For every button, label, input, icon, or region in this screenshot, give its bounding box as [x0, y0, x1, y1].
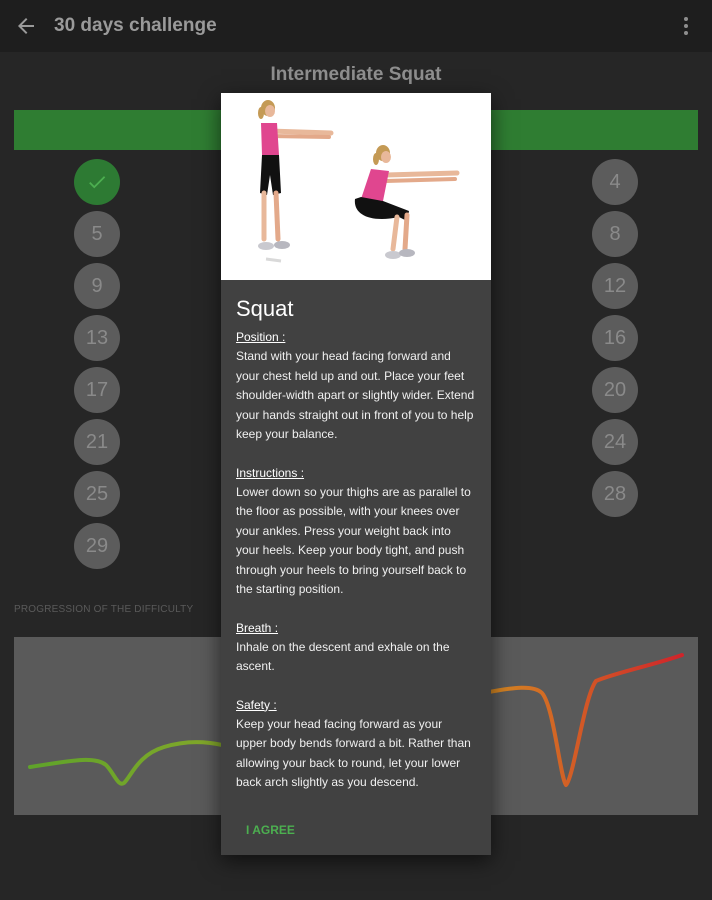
difficulty-label: PROGRESSION OF THE DIFFICULTY: [14, 604, 194, 615]
section-title-instructions: Instructions :: [236, 465, 305, 480]
day-circle[interactable]: 28: [592, 471, 638, 517]
section-title-position: Position :: [236, 330, 286, 344]
day-circle[interactable]: 21: [74, 419, 120, 465]
day-circle[interactable]: 20: [592, 367, 638, 413]
back-button[interactable]: [0, 0, 52, 52]
day-circle[interactable]: 5: [74, 211, 120, 257]
section-text-instructions: Lower down so your thighs are as parallel to the floor as possible, with your knees over your ankles. Press your weight back into your heels. Keep your body tight, and push through your heels to bring yourself back to the starting position.: [236, 484, 471, 596]
dialog-content: [221, 280, 491, 793]
dialog-heading: Squat: [236, 296, 294, 321]
day-circle[interactable]: 25: [74, 471, 120, 517]
app-title: 30 days challenge: [54, 15, 217, 36]
day-circle[interactable]: 16: [592, 315, 638, 361]
day-circle[interactable]: 12: [592, 263, 638, 309]
arrow-left-icon: [16, 16, 36, 36]
exercise-dialog: [221, 93, 491, 855]
app-bar: [0, 0, 712, 52]
day-circle[interactable]: 4: [592, 159, 638, 205]
exercise-title: Intermediate Squat: [270, 64, 442, 85]
day-circle[interactable]: 13: [74, 315, 120, 361]
check-icon: [86, 171, 108, 193]
section-text-position: Stand with your head facing forward and your chest held up and out. Place your feet shoulder-width apart or slightly wider. Extend your hands straight out in front of you to help keep your balance.: [236, 349, 475, 441]
day-circle[interactable]: 24: [592, 419, 638, 465]
section-title-safety: Safety :: [236, 697, 277, 712]
section-text-safety: Keep your head facing forward as your upper body bends forward a bit. Rather than allowing your back to round, let your lower back arch slightly as you descend.: [236, 716, 471, 789]
squat-illustration: [221, 93, 491, 280]
section-text-breath: Inhale on the descent and exhale on the ascent.: [236, 639, 450, 673]
more-vert-icon[interactable]: [674, 12, 698, 40]
day-circle[interactable]: 17: [74, 367, 120, 413]
agree-button[interactable]: I AGREE: [246, 823, 295, 837]
day-circle[interactable]: 29: [74, 523, 120, 569]
squat-figures-image: [221, 93, 491, 280]
day-circle[interactable]: 9: [74, 263, 120, 309]
day-1-check[interactable]: [74, 159, 120, 205]
section-title-breath: Breath :: [236, 620, 279, 635]
day-circle[interactable]: 8: [592, 211, 638, 257]
